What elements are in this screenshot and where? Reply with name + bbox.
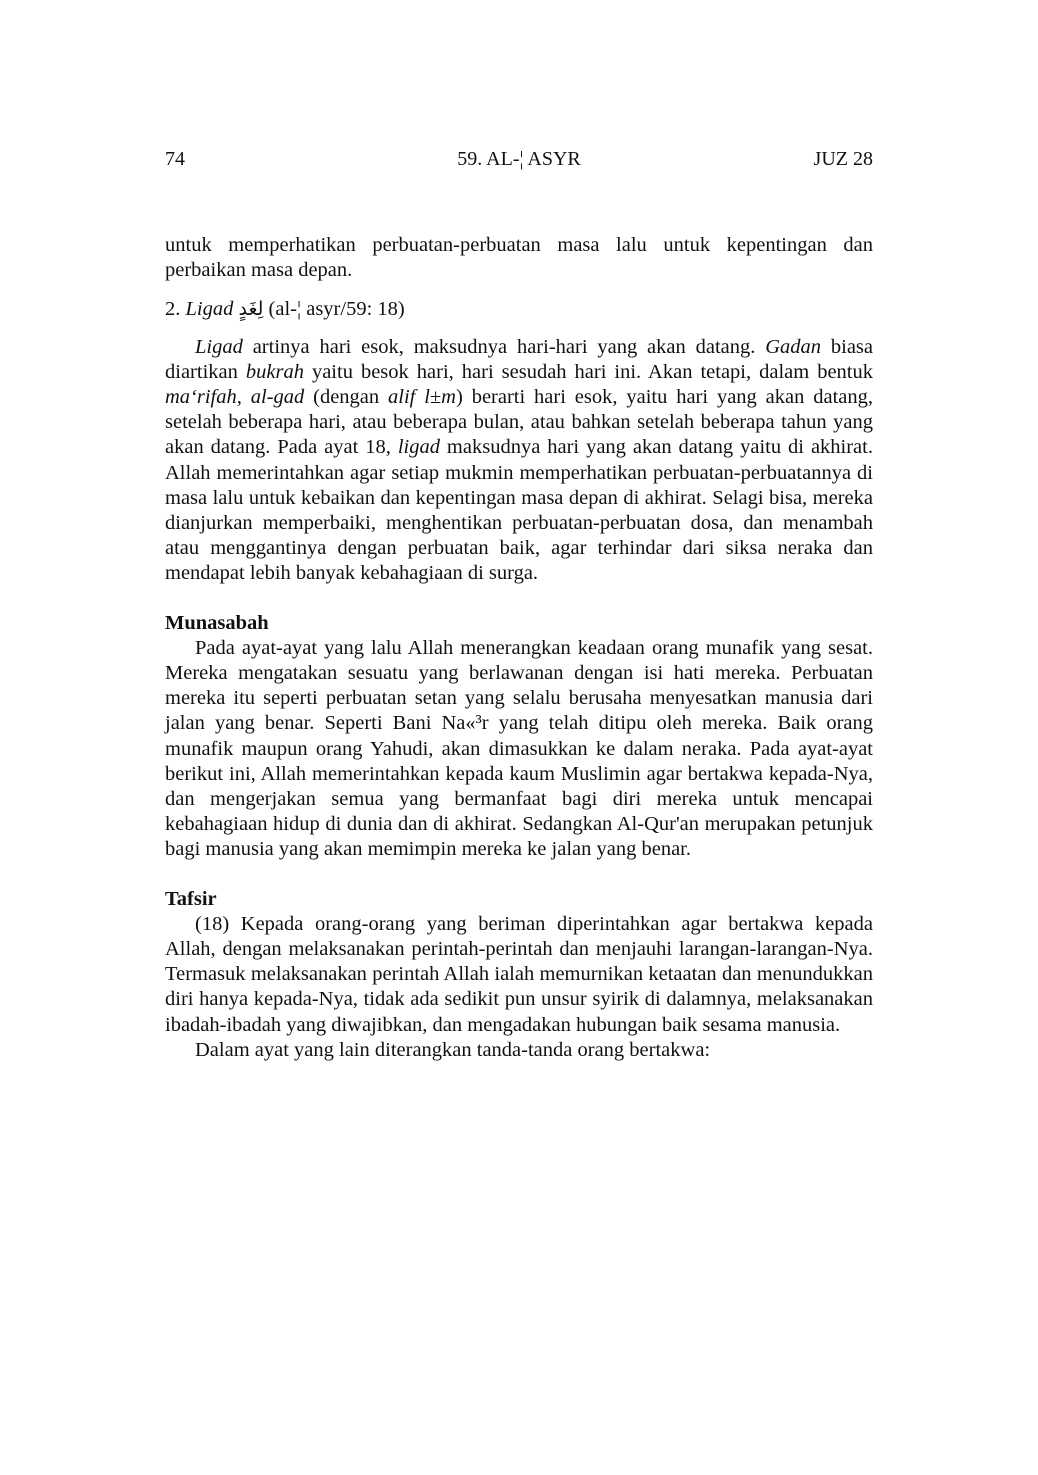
em-term: alif l±m — [388, 386, 456, 409]
em-term: bukrah — [245, 360, 304, 383]
text-run: (dengan — [304, 386, 389, 409]
juz-label: JUZ 28 — [813, 148, 873, 170]
verse-reference: (al-¦ asyr/59: 18) — [268, 298, 405, 321]
item-term: Ligad — [185, 298, 234, 321]
vocab-explanation-paragraph — [165, 335, 873, 587]
section-heading-munasabah: Munasabah — [165, 611, 269, 634]
page-number: 74 — [165, 148, 185, 170]
text-run: yaitu besok hari, hari sesudah hari ini. Akan tetapi, dalam bentuk — [303, 360, 873, 383]
vocab-item-heading — [165, 297, 873, 322]
tafsir-paragraph-2: Dalam ayat yang lain diterangkan tanda-tanda orang bertakwa: — [195, 1038, 711, 1061]
page-body — [165, 233, 873, 1063]
arabic-word: لِغَدٍ — [238, 298, 264, 321]
text-run: artinya hari esok, maksudnya hari-hari yang akan datang. — [242, 335, 766, 358]
running-title: 59. AL-¦ ASYR — [457, 148, 581, 170]
section-heading-tafsir: Tafsir — [165, 887, 217, 910]
item-number: 2. — [165, 298, 181, 321]
tafsir-paragraph-1: (18) Kepada orang-orang yang beriman diperintahkan agar bertakwa kepada Allah, dengan melaksanakan perintah-perintah dan menjauhi larangan-larangan-Nya. Termasuk melaksanakan perintah Allah ialah memurnikan ketaatan dan menundukkan diri hanya kepada-Nya, tidak ada sedikit pun unsur syirik di dalamnya, melaksanakan ibadah-ibadah yang diwajibkan, dan mengadakan hubungan baik sesama manusia. — [165, 912, 873, 1036]
intro-paragraph: untuk memperhatikan perbuatan-perbuatan masa lalu untuk kepentingan dan perbaikan masa depan. — [165, 234, 873, 282]
text-run: maksudnya hari yang akan datang yaitu di akhirat. Allah memerintahkan agar setiap mukmin memperhatikan perbuatan-perbuatannya di masa lalu untuk kebaikan dan kepentingan masa depan di akhirat. Selagi bisa, mereka dianjurkan memperbaiki, menghentikan perbuatan-perbuatan dosa, dan menambah atau menggantinya dengan perbuatan baik, agar terhindar dari siksa neraka dan mendapat lebih banyak kebahagiaan di surga. — [165, 436, 873, 585]
text-run: ) berarti hari esok, yaitu hari yang akan datang, setelah beberapa hari, atau beberapa bulan, atau bahkan setelah beberapa tahun yang akan datang. Pada ayat 18, — [165, 386, 873, 459]
munasabah-paragraph: Pada ayat-ayat yang lalu Allah menerangkan keadaan orang munafik yang sesat. Mereka mengatakan sesuatu yang berlawanan dengan isi hati mereka. Perbuatan mereka itu seperti perbuatan setan yang selalu berusaha menyesatkan manusia dari jalan yang benar. Seperti Bani Na«³r yang telah ditipu oleh mereka. Baik orang munafik maupun orang Yahudi, akan dimasukkan ke dalam neraka. Pada ayat-ayat berikut ini, Allah memerintahkan kepada kaum Muslimin agar bertakwa kepada-Nya, dan mengerjakan semua yang bermanfaat bagi diri mereka untuk mencapai kebahagiaan hidup di dunia dan di akhirat. Sedangkan Al-Qur'an merupakan petunjuk bagi manusia yang akan memimpin mereka ke jalan yang benar. — [165, 636, 873, 861]
em-term: Gadan — [765, 335, 822, 358]
page-header — [165, 145, 873, 173]
text-run: biasa diartikan — [165, 335, 873, 383]
em-term: Ligad — [195, 335, 243, 358]
em-term: ligad — [397, 436, 440, 459]
em-term: ma‘rifah, al-gad — [165, 386, 305, 409]
